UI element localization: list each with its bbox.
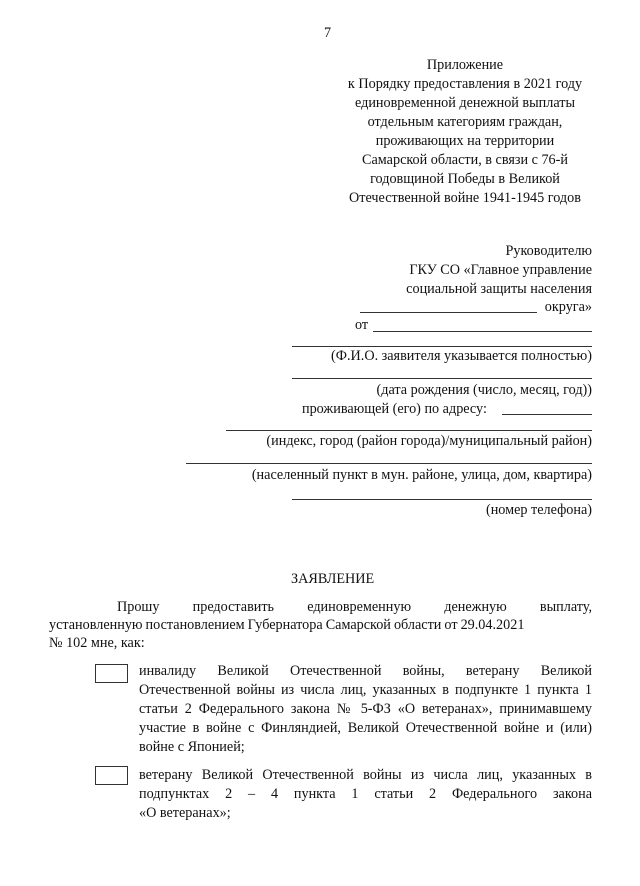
address-line1-field[interactable] (226, 430, 592, 431)
option2-line: подпунктах 2 – 4 пункта 1 статьи 2 Федерального закона (139, 786, 592, 802)
address-hint-2: (населенный пункт в мун. районе, улица, дом, квартира) (251, 467, 592, 483)
appendix-line: к Порядку предоставления в 2021 году (347, 76, 583, 92)
option1-line: инвалиду Великой Отечественной войны, ветерану Великой (139, 663, 592, 679)
option2-line: «О ветеранах»; (139, 805, 231, 821)
appendix-line: Приложение (426, 57, 504, 73)
phone-field-line[interactable] (292, 499, 592, 500)
option1-line: войне с Японией; (139, 739, 245, 755)
residing-label: проживающей (его) по адресу: (302, 401, 487, 417)
from-label: от (355, 317, 369, 333)
statement-intro-line1: Прошу предоставить единовременную денежную выплату, (117, 599, 592, 615)
option1-checkbox[interactable] (95, 664, 128, 683)
appendix-line: отдельным категориям граждан, (367, 114, 563, 130)
addressee-to: Руководителю (505, 243, 592, 259)
addressee-org-line1: ГКУ СО «Главное управление (409, 262, 592, 278)
option1-line: Отечественной войны из числа лиц, указанных в подпункте 1 пункта 1 (139, 682, 592, 698)
appendix-line: годовщиной Победы в Великой (370, 171, 560, 187)
district-suffix: округа» (544, 299, 592, 315)
statement-title: ЗАЯВЛЕНИЕ (291, 571, 375, 587)
option2-line: ветерану Великой Отечественной войны из числа лиц, указанных в (139, 767, 592, 783)
statement-intro-line2: установленную постановлением Губернатора Самарской области от 29.04.2021 (49, 617, 525, 633)
option1-line: статьи 2 Федерального закона № 5-ФЗ «О ветеранах», принимавшему (139, 701, 592, 717)
from-field-line[interactable] (373, 331, 592, 332)
appendix-line: Самарской области, в связи с 76-й (362, 152, 568, 168)
addressee-org-line2: социальной защиты населения (406, 281, 592, 297)
address-hint-1: (индекс, город (район города)/муниципальный район) (266, 433, 592, 449)
dob-hint: (дата рождения (число, месяц, год)) (376, 382, 592, 398)
address-field-line[interactable] (502, 414, 592, 415)
dob-field-line[interactable] (292, 378, 592, 379)
appendix-line: Отечественной войне 1941-1945 годов (349, 190, 581, 206)
fio-hint: (Ф.И.О. заявителя указывается полностью) (331, 348, 592, 364)
appendix-line: проживающих на территории (375, 133, 555, 149)
district-field-line[interactable] (360, 312, 537, 313)
phone-hint: (номер телефона) (485, 502, 592, 518)
statement-intro-line3: № 102 мне, как: (49, 635, 145, 651)
address-line2-field[interactable] (186, 463, 592, 464)
option2-checkbox[interactable] (95, 766, 128, 785)
appendix-line: единовременной денежной выплаты (355, 95, 575, 111)
option1-line: участие в войне с Финляндией, Великой Отечественной войне и (или) (139, 720, 592, 736)
page-number: 7 (324, 25, 332, 41)
